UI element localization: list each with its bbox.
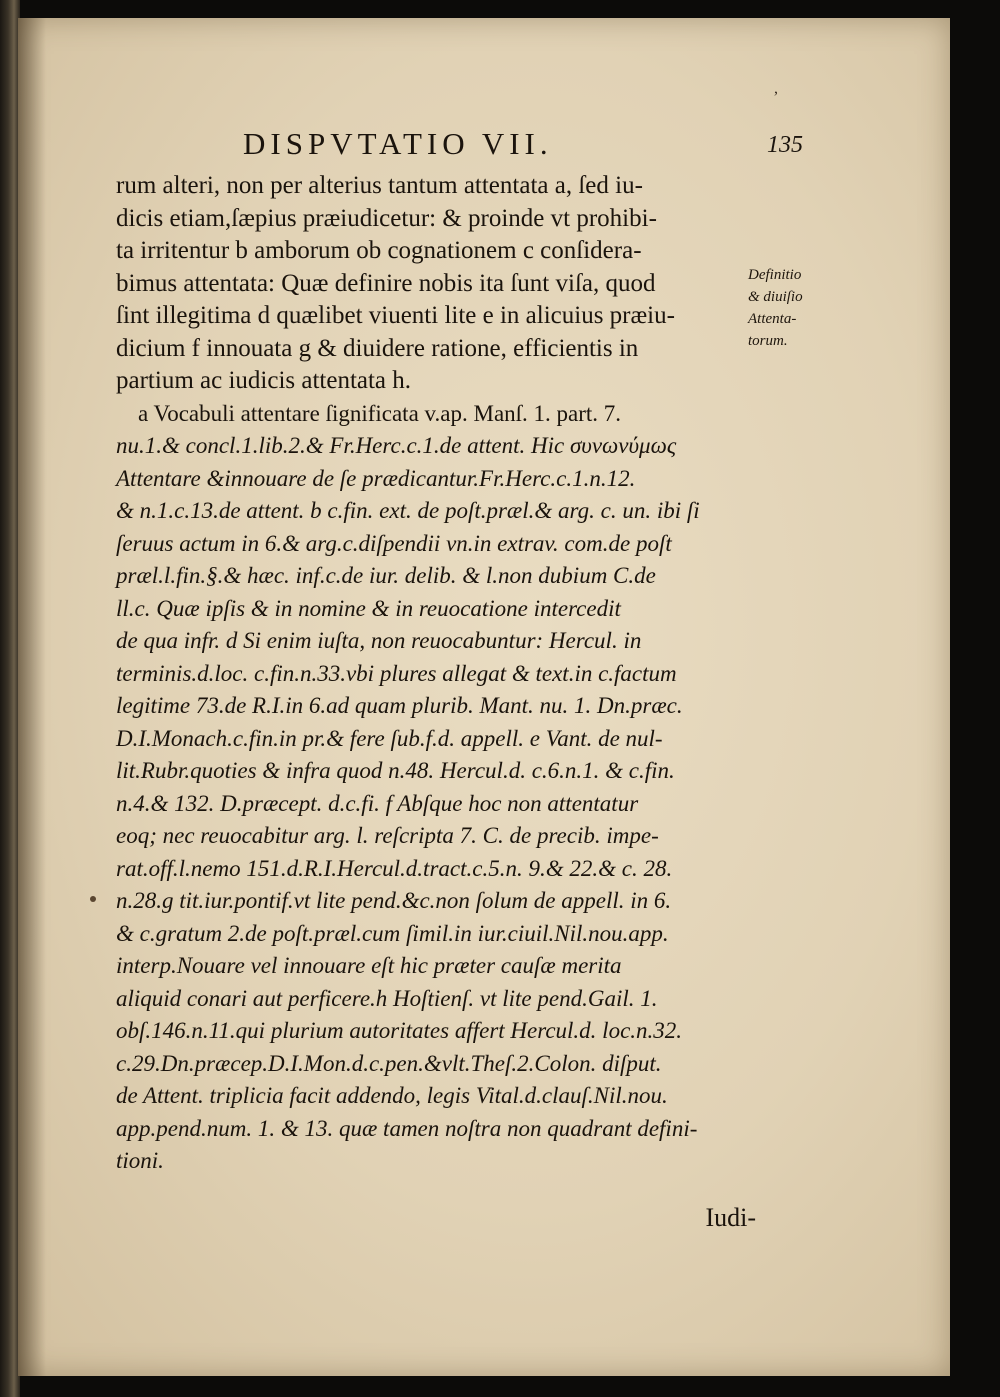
catchword: Iudi- bbox=[705, 1202, 756, 1232]
annotation-line: de Attent. triplicia facit addendo, legis Vital.d.clauſ.Nil.nou. bbox=[116, 1083, 668, 1108]
binding-shadow bbox=[18, 18, 46, 1376]
page-header bbox=[243, 126, 803, 170]
annotation-line: præl.l.fin.§.& hæc. inf.c.de iur. delib. & l.non dubium C.de bbox=[116, 563, 656, 588]
annotation-line: tioni. bbox=[116, 1148, 164, 1173]
annotation-line: & c.gratum 2.de poſt.præl.cum ſimil.in iur.ciuil.Nil.nou.app. bbox=[116, 920, 669, 946]
marginal-note bbox=[748, 264, 848, 352]
book-page bbox=[18, 18, 950, 1376]
marginal-note-line: & diuiſio bbox=[748, 289, 803, 305]
annotation-line: nu.1.& concl.1.lib.2.& Fr.Herc.c.1.de attent. Hic συνωνύμως bbox=[116, 433, 677, 458]
annotation-line: D.I.Monach.c.fin.in pr.& fere ſub.f.d. appell. e Vant. de nul- bbox=[116, 725, 663, 751]
text-line: bimus attentata: Quæ definire nobis ita ſunt viſa, quod bbox=[116, 269, 656, 297]
annotation-line: legitime 73.de R.I.in 6.ad quam plurib. Mant. nu. 1. Dn.præc. bbox=[116, 693, 683, 718]
annotation-line: app.pend.num. 1. & 13. quæ tamen noſtra non quadrant defini- bbox=[116, 1115, 698, 1141]
text-line: ta irritentur b amborum ob cognationem c conſidera- bbox=[116, 237, 642, 264]
annotation-line: n.28.g tit.iur.pontif.vt lite pend.&c.non ſolum de appell. in 6. bbox=[116, 888, 672, 913]
annotation-line: ll.c. Quæ ipſis & in nomine & in reuocatione intercedit bbox=[116, 595, 621, 621]
marginal-note-line: Definitio bbox=[748, 267, 802, 283]
ink-spot bbox=[90, 896, 96, 902]
text-line: dicis etiam,ſæpius præiudicetur: & proinde vt prohibi- bbox=[116, 204, 657, 232]
text-line: dicium f innouata g & diuidere ratione, efficientis in bbox=[116, 334, 639, 362]
running-title: DISPVTATIO VII. bbox=[243, 126, 553, 161]
marginal-note-line: Attenta- bbox=[748, 311, 797, 327]
annotation-line: terminis.d.loc. c.fin.n.33.vbi plures allegat & text.in c.factum bbox=[116, 660, 677, 686]
annotation-line: ſeruus actum in 6.& arg.c.diſpendii vn.in extrav. com.de poſt bbox=[116, 530, 672, 556]
annotation-line: a Vocabuli attentare ſignificata v.ap. Manſ. 1. part. 7. bbox=[138, 400, 622, 426]
annotation-line: rat.off.l.nemo 151.d.R.I.Hercul.d.tract.c.5.n. 9.& 22.& c. 28. bbox=[116, 855, 673, 881]
marginal-note-line: torum. bbox=[748, 333, 788, 349]
annotation-line: eoq; nec reuocabitur arg. l. reſcripta 7. C. de precib. impe- bbox=[116, 823, 659, 848]
text-line: ſint illegitima d quælibet viuenti lite e in alicuius præiu- bbox=[116, 302, 675, 329]
body-text bbox=[116, 170, 756, 1234]
page-number: 135 bbox=[767, 132, 803, 158]
annotation-line: c.29.Dn.præcep.D.I.Mon.d.c.pen.&vlt.Theſ.2.Colon. diſput. bbox=[116, 1050, 662, 1076]
annotation-line: de qua infr. d Si enim iuſta, non reuocabuntur: Hercul. in bbox=[116, 628, 642, 653]
annotation-line: aliquid conari aut perficere.h Hoſtienſ. vt lite pend.Gail. 1. bbox=[116, 985, 658, 1011]
text-line: rum alteri, non per alterius tantum attentata a, ſed iu- bbox=[116, 172, 643, 199]
annotation-line: n.4.& 132. D.præcept. d.c.fi. f Abſque hoc non attentatur bbox=[116, 790, 639, 816]
annotation-line: interp.Nouare vel innouare eſt hic præter cauſæ merita bbox=[116, 953, 622, 978]
book-edge bbox=[0, 0, 20, 1397]
annotation-line: obſ.146.n.11.qui plurium autoritates affert Hercul.d. loc.n.32. bbox=[116, 1018, 683, 1043]
annotation-line: Attentare &innouare de ſe prædicantur.Fr.Herc.c.1.n.12. bbox=[116, 465, 636, 491]
corner-mark: , bbox=[774, 80, 778, 97]
text-line: partium ac iudicis attentata h. bbox=[116, 367, 412, 394]
annotation-line: lit.Rubr.quoties & infra quod n.48. Hercul.d. c.6.n.1. & c.fin. bbox=[116, 758, 675, 783]
annotation-line: & n.1.c.13.de attent. b c.fin. ext. de poſt.præl.& arg. c. un. ibi ſi bbox=[116, 498, 700, 523]
